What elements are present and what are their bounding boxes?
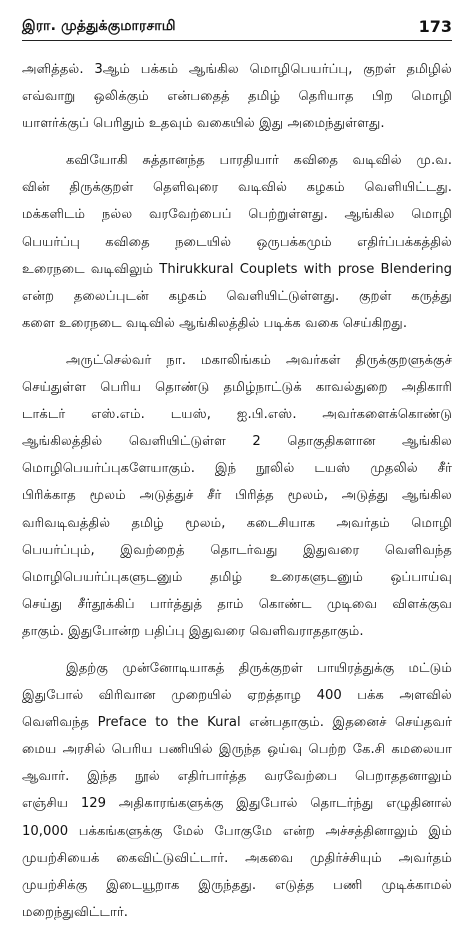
- paragraph: [22, 56, 452, 137]
- text-line: ஆங்கிலத்தில் வெளியிட்டுள்ள 2 தொகுதிகளான ஆங்கில: [22, 434, 452, 450]
- text-line: அருட்செல்வர் நா. மகாலிங்கம் அவர்கள் திருக்குறளுக்குச்: [66, 352, 452, 368]
- text-line: முயற்சியைக் கைவிட்டுவிட்டார். அகவை முதிர்ச்சியும் அவர்தம்: [22, 850, 452, 866]
- text-line: இதற்கு முன்னோடியாகத் திருக்குறள் பாயிரத்துக்கு மட்டும்: [66, 660, 452, 676]
- paragraph: [22, 147, 452, 337]
- text-line: மக்களிடம் நல்ல வரவேற்பைப் பெற்றுள்ளது. ஆங்கில மொழி: [22, 207, 452, 223]
- text-line: கவியோகி சுத்தானந்த பாரதியார் கவிதை வடிவில் மு.வ.: [66, 153, 452, 169]
- page-header: [22, 6, 452, 36]
- text-line: வெளிவந்த Preface to the Kural என்பதாகும். இதனைச் செய்தவர்: [22, 715, 452, 731]
- text-line: வரிவடிவத்தில் தமிழ் மூலம், கடைசியாக அவர்தம் மொழி: [22, 515, 452, 531]
- paragraph: [22, 655, 452, 926]
- text-line: இதுபோல் விரிவான முறையில் ஏறத்தாழ 400 பக்க அளவில்: [22, 688, 452, 704]
- text-line: மறைந்துவிட்டார்.: [22, 904, 128, 920]
- header-rule: [22, 40, 452, 41]
- text-line: என்ற தலைப்புடன் கழகம் வெளியிட்டுள்ளது. குறள் கருத்து: [22, 288, 452, 304]
- text-line: முயற்சிக்கு இடையூறாக இருந்தது. எடுத்த பணி முடிக்காமல்: [22, 877, 452, 893]
- text-line: டாக்டர் எஸ்.எம். டயஸ், ஐ.பி.எஸ். அவர்களைக்கொண்டு: [22, 407, 452, 423]
- text-line: பிரிக்காத மூலம் அடுத்துச் சீர் பிரித்த மூலம், அடுத்து ஆங்கில: [22, 488, 452, 504]
- body-text: [22, 56, 452, 936]
- text-line: யாளர்க்குப் பெரிதும் உதவும் வகையில் இது அமைந்துள்ளது.: [22, 116, 385, 132]
- page-number: 173: [418, 17, 452, 36]
- text-line: மைய அரசில் பெரிய பணியில் இருந்த ஒய்வு பெற்ற கே.சி கமலையா: [22, 742, 452, 758]
- text-line: மொழிபெயர்ப்புகளேயாகும். இந் நூலில் டயஸ் முதலில் சீர்: [22, 461, 452, 477]
- text-line: உரைநடை வடிவிலும் Thirukkural Couplets with prose Blendering: [22, 261, 452, 277]
- text-line: 10,000 பக்கங்களுக்கு மேல் போகுமே என்ற அச்சத்தினாலும் இம்: [22, 823, 452, 839]
- text-line: செய்துள்ள பெரிய தொண்டு தமிழ்நாட்டுக் காவல்துறை அதிகாரி: [22, 380, 452, 396]
- text-line: எஞ்சிய 129 அதிகாரங்களுக்கு இதுபோல் தொடர்ந்து எழுதினால்: [22, 796, 452, 812]
- text-line: தாகும். இதுபோன்ற பதிப்பு இதுவரை வெளிவராததாகும்.: [22, 623, 364, 639]
- running-head: இரா. முத்துக்குமாரசாமி: [22, 18, 176, 34]
- text-line: செய்து சீர்தூக்கிப் பார்த்துத் தாம் கொண்ட முடிவை விளக்குவ: [22, 596, 452, 612]
- text-line: எவ்வாறு ஒலிக்கும் என்பதைத் தமிழ் தெரியாத பிற மொழி: [22, 89, 452, 105]
- text-line: ஆவார். இந்த நூல் எதிர்பார்த்த வரவேற்பை பெறாததனாலும்: [22, 769, 452, 785]
- text-line: மொழிபெயர்ப்புகளுடனும் தமிழ் உரைகளுடனும் ஒப்பாய்வு: [22, 569, 452, 585]
- text-line: களை உரைநடை வடிவில் ஆங்கிலத்தில் படிக்க வகை செய்கிறது.: [22, 315, 408, 331]
- text-line: பெயர்ப்பு கவிதை நடையில் ஒருபக்கமும் எதிர்ப்பக்கத்தில்: [22, 234, 452, 250]
- text-line: அளித்தல். 3ஆம் பக்கம் ஆங்கில மொழிபெயர்ப்பு, குறள் தமிழில்: [22, 62, 452, 77]
- text-line: வின் திருக்குறள் தெளிவுரை வடிவில் கழகம் வெளியிட்டது.: [22, 180, 452, 196]
- text-line: பெயர்ப்பும், இவற்றைத் தொடர்வது இதுவரை வெளிவந்த: [22, 542, 452, 558]
- paragraph: [22, 347, 452, 645]
